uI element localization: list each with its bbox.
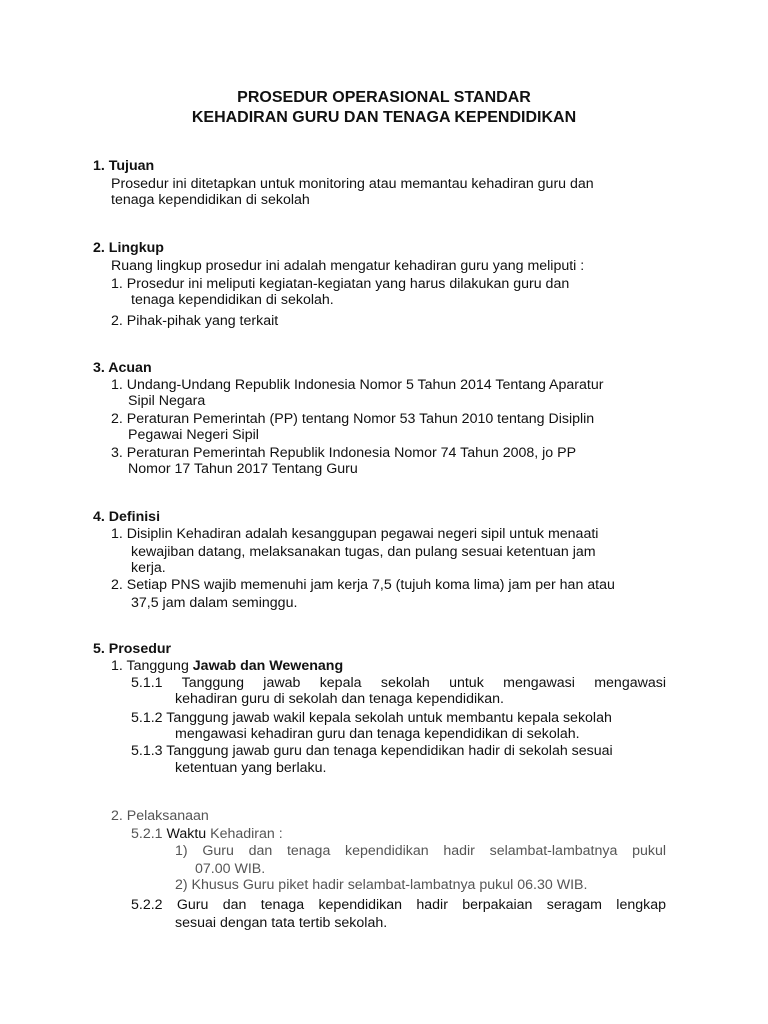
waktu-item-1: 1) Guru dan tenaga kependidikan hadir selambat-lambatnya pukul	[175, 843, 666, 859]
definisi-item-1-cont-2: kerja.	[131, 560, 166, 576]
section-heading-definisi: 4. Definisi	[93, 509, 161, 525]
prosedur-5-1-1: 5.1.1 Tanggung jawab kepala sekolah untuk mengawasi mengawasi	[131, 675, 666, 691]
prosedur-sub-1	[111, 658, 343, 675]
waktu-item-1-cont: 07.00 WIB.	[195, 861, 266, 877]
lingkup-intro: Ruang lingkup prosedur ini adalah mengatur kehadiran guru yang meliputi :	[111, 258, 585, 274]
acuan-item-3: 3. Peraturan Pemerintah Republik Indonesia Nomor 74 Tahun 2008, jo PP	[111, 445, 577, 461]
acuan-item-3-cont: Nomor 17 Tahun 2017 Tentang Guru	[128, 461, 358, 477]
section-heading-lingkup: 2. Lingkup	[93, 240, 164, 256]
prosedur-5-1-3-cont: ketentuan yang berlaku.	[175, 760, 327, 776]
definisi-item-2-cont: 37,5 jam dalam seminggu.	[131, 595, 298, 611]
acuan-item-2-cont: Pegawai Negeri Sipil	[128, 427, 259, 443]
definisi-item-1: 1. Disiplin Kehadiran adalah kesanggupan pegawai negeri sipil untuk menaati	[111, 526, 599, 542]
acuan-item-1: 1. Undang-Undang Republik Indonesia Nomor 5 Tahun 2014 Tentang Aparatur	[111, 377, 604, 393]
prosedur-5-1-2: 5.1.2 Tanggung jawab wakil kepala sekolah untuk membantu kepala sekolah	[131, 710, 612, 726]
section-heading-prosedur: 5. Prosedur	[93, 641, 172, 657]
section-heading-acuan: 3. Acuan	[93, 360, 152, 376]
lingkup-item-1-cont: tenaga kependidikan di sekolah.	[131, 292, 334, 308]
prosedur-5-2-1-prefix: 5.2.1	[131, 826, 167, 842]
prosedur-sub-1-bold: Jawab dan Wewenang	[192, 658, 344, 674]
document-title-line-1: PROSEDUR OPERASIONAL STANDAR	[237, 89, 531, 106]
acuan-item-2: 2. Peraturan Pemerintah (PP) tentang Nomor 53 Tahun 2010 tentang Disiplin	[111, 411, 595, 427]
tujuan-text-cont: tenaga kependidikan di sekolah	[111, 192, 310, 208]
prosedur-5-2-1-dark: Waktu	[166, 826, 207, 842]
prosedur-5-1-2-cont: mengawasi kehadiran guru dan tenaga kependidikan di sekolah.	[175, 726, 580, 742]
lingkup-item-2: 2. Pihak-pihak yang terkait	[111, 313, 279, 329]
prosedur-5-1-1-cont: kehadiran guru di sekolah dan tenaga kependidikan.	[175, 691, 504, 707]
waktu-item-2: 2) Khusus Guru piket hadir selambat-lambatnya pukul 06.30 WIB.	[175, 877, 588, 893]
section-heading-tujuan: 1. Tujuan	[93, 158, 155, 174]
prosedur-5-2-1-rest: Kehadiran :	[206, 826, 283, 842]
definisi-item-2: 2. Setiap PNS wajib memenuhi jam kerja 7,5 (tujuh koma lima) jam per han atau	[111, 577, 615, 593]
prosedur-5-2-1	[131, 826, 283, 843]
prosedur-5-1-3: 5.1.3 Tanggung jawab guru dan tenaga kependidikan hadir di sekolah sesuai	[131, 743, 613, 759]
lingkup-item-1: 1. Prosedur ini meliputi kegiatan-kegiatan yang harus dilakukan guru dan	[111, 276, 570, 292]
prosedur-sub-1-prefix: 1. Tanggung	[111, 658, 193, 674]
prosedur-5-2-2-cont: sesuai dengan tata tertib sekolah.	[175, 915, 388, 931]
prosedur-5-2-2: 5.2.2 Guru dan tenaga kependidikan hadir berpakaian seragam lengkap	[131, 897, 666, 913]
acuan-item-1-cont: Sipil Negara	[128, 393, 206, 409]
tujuan-text: Prosedur ini ditetapkan untuk monitoring atau memantau kehadiran guru dan	[111, 176, 594, 192]
document-title-line-2: KEHADIRAN GURU DAN TENAGA KEPENDIDIKAN	[191, 109, 577, 126]
definisi-item-1-cont: kewajiban datang, melaksanakan tugas, dan pulang sesuai ketentuan jam	[131, 544, 596, 560]
prosedur-sub-2: 2. Pelaksanaan	[111, 808, 209, 824]
